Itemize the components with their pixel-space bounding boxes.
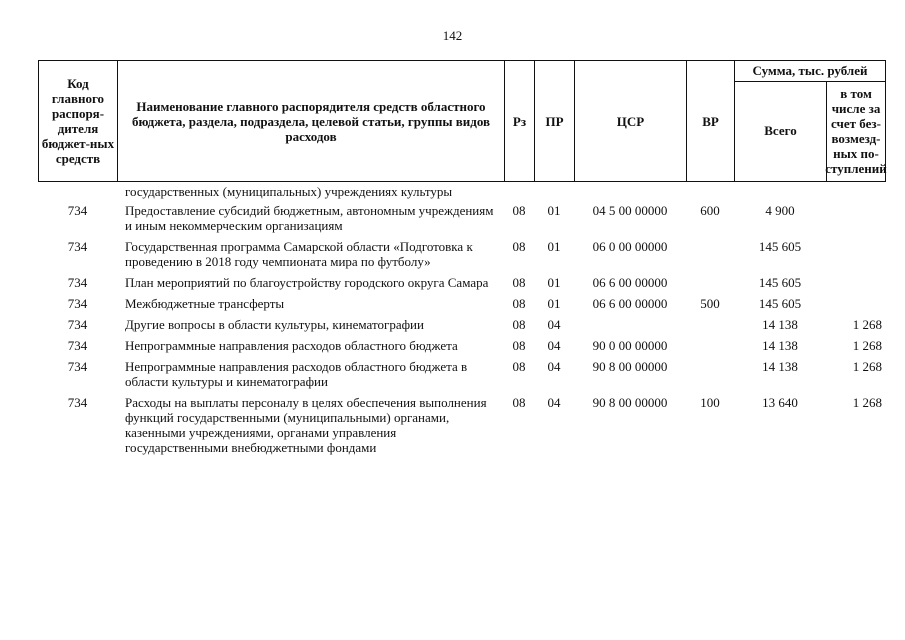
row-csr: 06 0 00 00000 [592, 239, 668, 254]
row-pr: 04 [547, 359, 561, 374]
row-free: 1 268 [852, 338, 882, 353]
row-csr: 90 8 00 00000 [592, 395, 668, 410]
row-total: 145 605 [758, 239, 802, 254]
row-csr: 06 6 00 00000 [592, 296, 668, 311]
table-row [38, 296, 886, 311]
row-name: План мероприятий по благоустройству городского округа Самара [125, 275, 489, 290]
row-total: 145 605 [758, 275, 802, 290]
row-name: государственных (муниципальных) учреждениях культуры [125, 184, 453, 199]
table-header [38, 60, 886, 182]
header-csr: ЦСР [575, 61, 687, 181]
row-code: 734 [67, 275, 88, 290]
header-code: Код главного распоря-дителя бюджет-ных средств [39, 61, 118, 181]
row-name: Предоставление субсидий бюджетным, автономным учреждениям и иным некоммерческим организациям [125, 203, 494, 233]
row-rz: 08 [512, 203, 526, 218]
row-name: Государственная программа Самарской области «Подготовка к проведению в 2018 году чемпионата мира по футболу» [125, 239, 473, 269]
header-pr: ПР [535, 61, 575, 181]
header-sum: Сумма, тыс. рублей [735, 61, 885, 82]
row-csr: 90 0 00 00000 [592, 338, 668, 353]
row-total: 4 900 [765, 203, 795, 218]
table-row [38, 275, 886, 290]
header-rz: Рз [505, 61, 535, 181]
row-vr: 600 [700, 203, 720, 218]
header-total: Всего [735, 81, 827, 181]
row-pr: 01 [547, 296, 561, 311]
row-csr: 06 6 00 00000 [592, 275, 668, 290]
row-code: 734 [67, 296, 88, 311]
header-name: Наименование главного распорядителя средств областного бюджета, раздела, подраздела, целевой статьи, группы видов расходов [118, 61, 505, 181]
row-rz: 08 [512, 317, 526, 332]
row-total: 14 138 [762, 338, 798, 353]
row-pr: 04 [547, 395, 561, 410]
row-total: 14 138 [762, 317, 798, 332]
row-name: Межбюджетные трансферты [125, 296, 285, 311]
table-row [38, 338, 886, 353]
table-row [38, 317, 886, 332]
header-vr: ВР [687, 61, 735, 181]
row-pr: 04 [547, 317, 561, 332]
row-total: 13 640 [762, 395, 798, 410]
row-rz: 08 [512, 275, 526, 290]
table-row [38, 203, 886, 233]
table-row [38, 395, 886, 455]
row-code: 734 [67, 395, 88, 410]
row-vr: 100 [700, 395, 720, 410]
row-total: 14 138 [762, 359, 798, 374]
row-code: 734 [67, 203, 88, 218]
row-pr: 04 [547, 338, 561, 353]
row-name: Непрограммные направления расходов областного бюджета в области культуры и кинематографии [125, 359, 468, 389]
row-name: Непрограммные направления расходов областного бюджета [125, 338, 458, 353]
row-vr: 500 [700, 296, 720, 311]
row-free: 1 268 [852, 359, 882, 374]
row-rz: 08 [512, 338, 526, 353]
row-code: 734 [67, 338, 88, 353]
row-name: Расходы на выплаты персоналу в целях обеспечения выполнения функций государственными (муниципальными) органами, казенными учреждениями, органами управления государственными внебюджетными фондами [125, 395, 487, 455]
table-row [38, 239, 886, 269]
row-code: 734 [67, 317, 88, 332]
row-free: 1 268 [852, 395, 882, 410]
row-csr: 04 5 00 00000 [592, 203, 668, 218]
table-row [38, 359, 886, 389]
row-rz: 08 [512, 395, 526, 410]
row-csr: 90 8 00 00000 [592, 359, 668, 374]
row-rz: 08 [512, 359, 526, 374]
row-pr: 01 [547, 275, 561, 290]
row-name: Другие вопросы в области культуры, кинематографии [125, 317, 424, 332]
row-pr: 01 [547, 203, 561, 218]
row-pr: 01 [547, 239, 561, 254]
row-code: 734 [67, 239, 88, 254]
row-total: 145 605 [758, 296, 802, 311]
row-rz: 08 [512, 296, 526, 311]
row-code: 734 [67, 359, 88, 374]
page-number: 142 [442, 28, 463, 43]
table-row [38, 184, 886, 199]
header-free: в том числе за счет без-возмезд-ных по-ступлений [825, 86, 887, 176]
row-rz: 08 [512, 239, 526, 254]
row-free: 1 268 [852, 317, 882, 332]
table-body [38, 184, 886, 455]
